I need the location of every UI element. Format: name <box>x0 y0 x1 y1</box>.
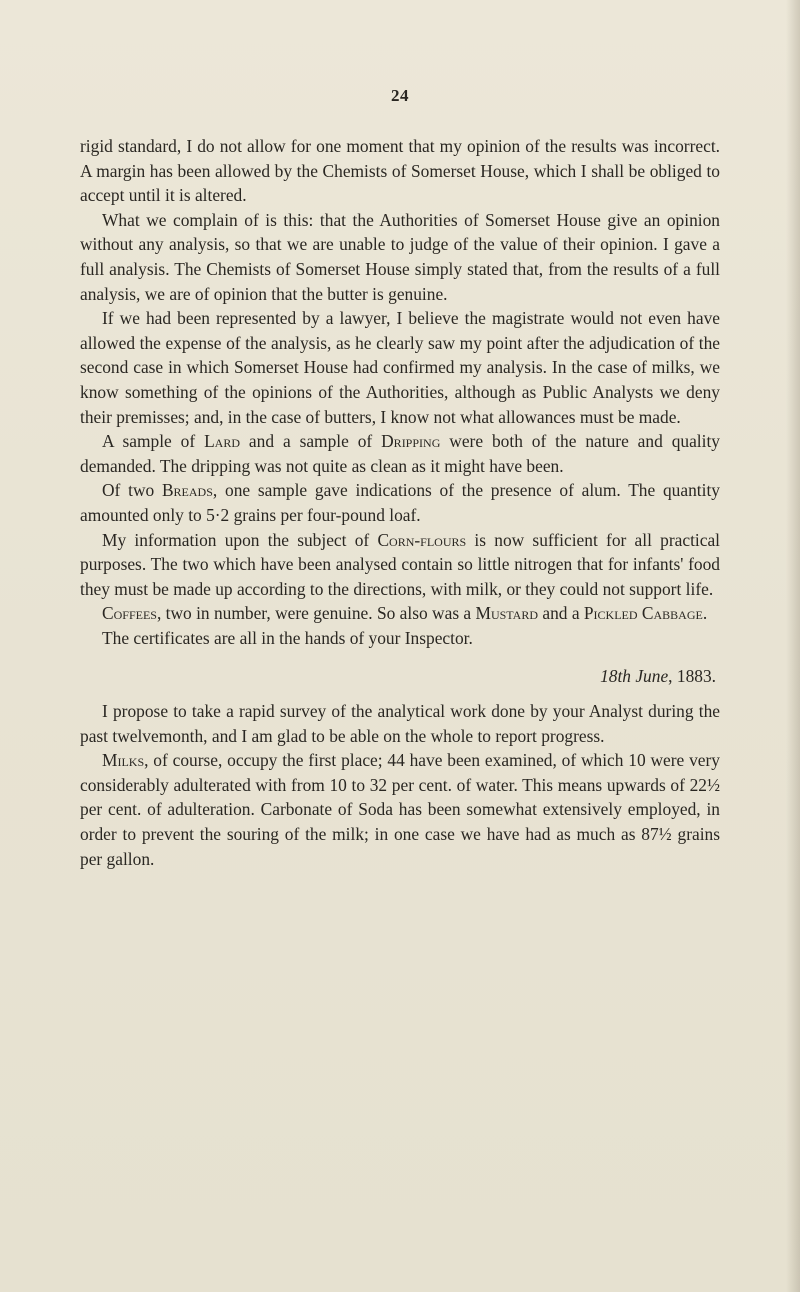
text-run: , of course, occupy the first place; 44 have been examined, of which 10 were very considerably adulterated with from 10 to 32 per cent. of water. This means upwards of 22½ per cent. of adulteration. Carbonate of Soda has been somewhat extensively employed, in order to prevent the souring of the milk; in one case we have had as much as 87½ grains per gallon. <box>80 750 720 869</box>
term-corn-flours: Corn-flours <box>377 529 467 550</box>
text-run: Of two <box>102 480 162 501</box>
term-pickled-cabbage: Pickled Cabbage <box>583 603 703 624</box>
term-dripping: Dripping <box>381 431 441 452</box>
text-run: My information upon the subject of <box>102 529 378 550</box>
page-edge-shadow <box>786 0 800 1292</box>
term-breads: Breads <box>161 480 213 501</box>
term-mustard: Mustard <box>475 603 539 624</box>
paragraph-breads <box>80 478 720 527</box>
text-run: . <box>702 603 708 624</box>
term-coffees: Coffees <box>102 603 157 624</box>
paragraph-corn-flours <box>80 528 720 602</box>
text-run: is now sufficient for all practical purposes. The two which have been analysed contain so little nitrogen that for infants' food they must be made up according to the directions, with milk, or they could not support life. <box>80 529 721 599</box>
text-run: and a sample of <box>240 431 382 452</box>
paragraph-lard-dripping <box>80 429 720 478</box>
paragraph-coffees <box>80 601 720 626</box>
date-year: , 1883. <box>668 666 716 687</box>
page-number: 24 <box>391 86 409 105</box>
date-day: 18th June <box>600 666 669 687</box>
date-heading <box>80 664 716 689</box>
term-lard: Lard <box>204 431 241 452</box>
text-run: , two in number, were genuine. So also was a <box>156 603 476 624</box>
paragraph-certificates: The certificates are all in the hands of your Inspector. <box>102 627 473 648</box>
paragraph-survey: I propose to take a rapid survey of the analytical work done by your Analyst during the past twelvemonth, and I am glad to be able on the whole to report progress. <box>80 701 720 746</box>
text-run: were both of the nature and quality demanded. The dripping was not quite as clean as it might have been. <box>80 431 721 476</box>
text-run: and a <box>538 603 584 624</box>
paragraph-complaint: What we complain of is this: that the Authorities of Somerset House give an opinion without any analysis, so that we are unable to judge of the value of their opinion. I gave a full analysis. The Chemists of Somerset House simply stated that, from the results of a full analysis, we are of opinion that the butter is genuine. <box>80 209 720 304</box>
text-run: , one sample gave indications of the presence of alum. The quantity amounted only to 5·2 grains per four-pound loaf. <box>80 480 720 525</box>
paragraph-milks <box>80 748 720 871</box>
paragraph-somerset-standard: rigid standard, I do not allow for one moment that my opinion of the results was incorrect. A margin has been allowed by the Chemists of Somerset House, which I shall be obliged to accept until it is altered. <box>80 136 720 206</box>
text-run: A sample of <box>102 431 205 452</box>
term-milks: Milks <box>102 750 145 771</box>
body-text <box>80 134 720 871</box>
paragraph-lawyer: If we had been represented by a lawyer, I believe the magistrate would not even have allowed the expense of the analysis, as he clearly saw my point after the adjudication of the second case in which Somerset House had confirmed my analysis. In the case of milks, we know something of the opinions of the Authorities, although as Public Analysts we deny their premisses; and, in the case of butters, I know not what allowances must be made. <box>80 308 720 427</box>
